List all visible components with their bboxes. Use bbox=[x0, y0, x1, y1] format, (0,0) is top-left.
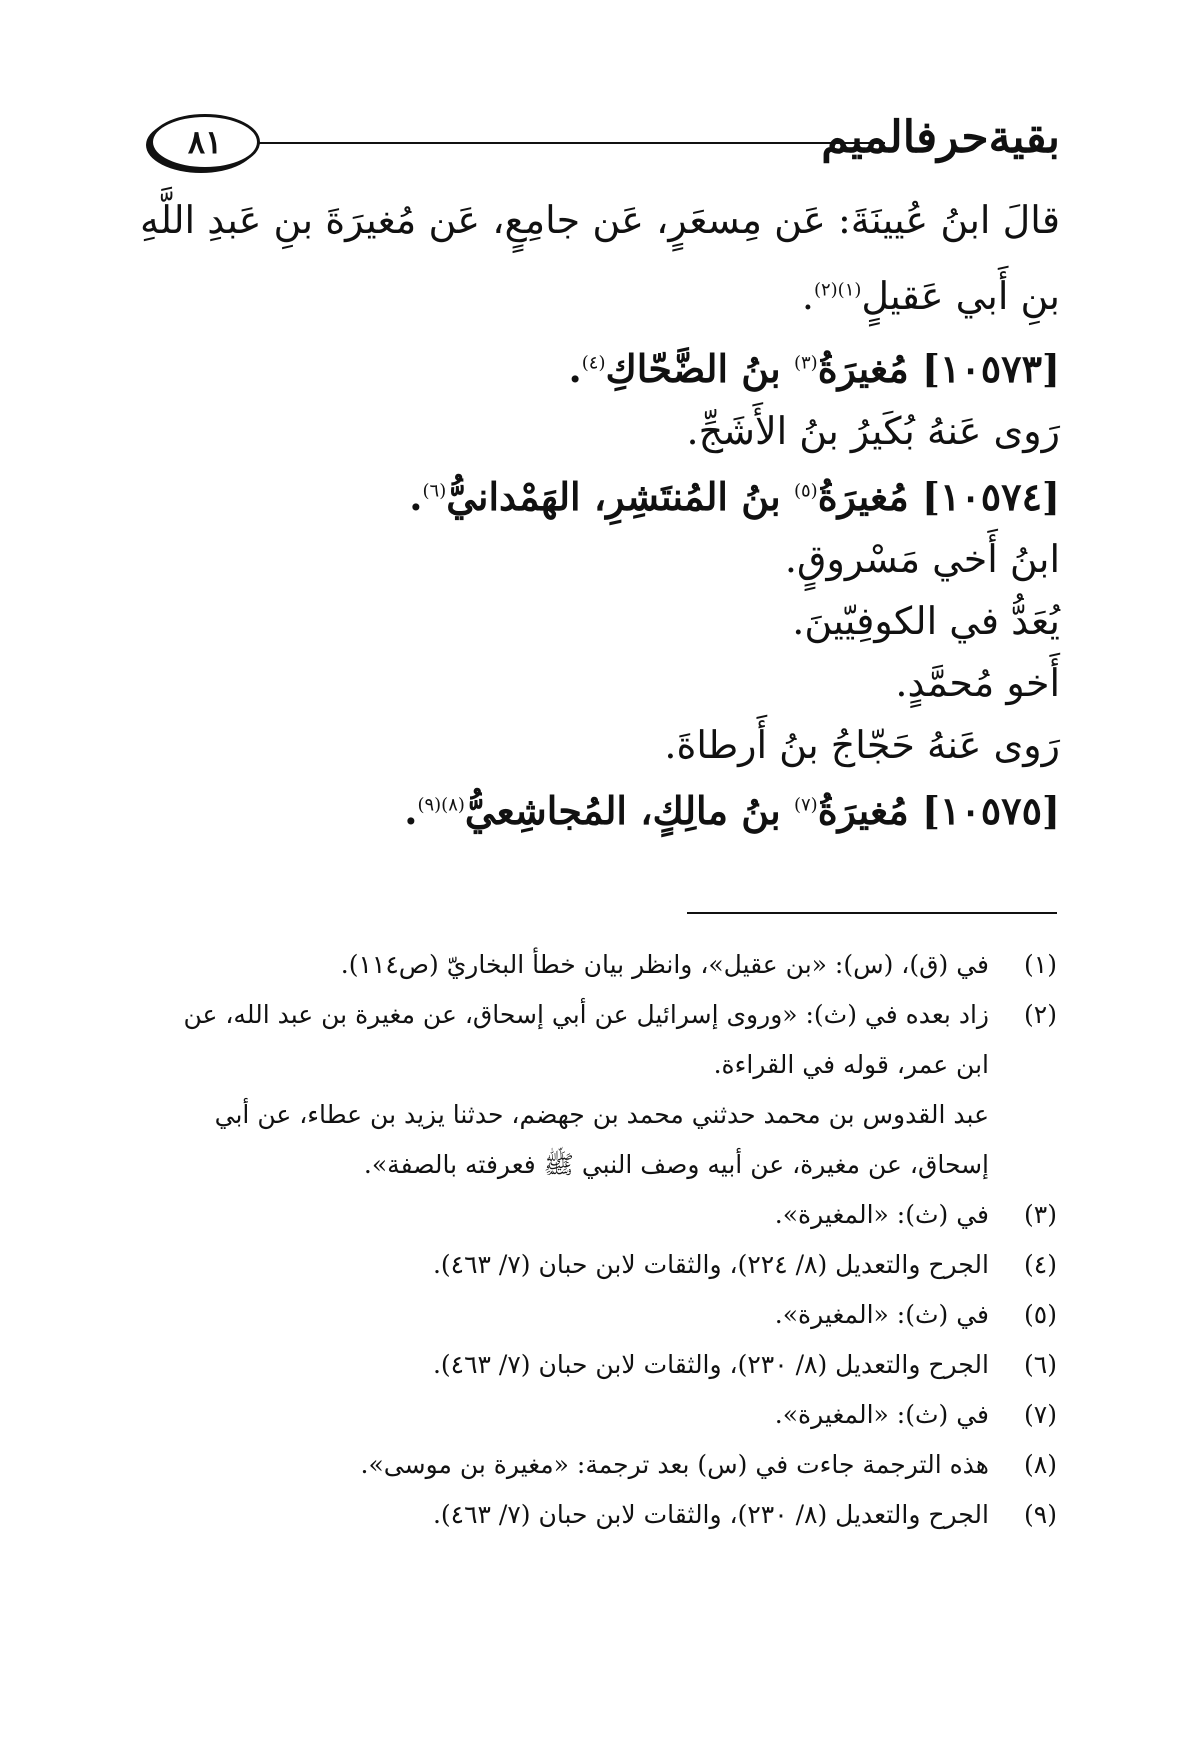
entry-name: مُغيرَةُ bbox=[817, 788, 909, 833]
footnote-number: (٦) bbox=[1024, 1350, 1057, 1379]
page-number-badge bbox=[150, 114, 260, 170]
footnote-separator bbox=[687, 912, 1057, 914]
header-rule bbox=[250, 142, 885, 144]
entry-line: أَخو مُحمَّدٍ. bbox=[895, 661, 1060, 705]
footnote-text: زاد بعده في (ث): «وروى إسرائيل عن أبي إسحاق، عن مغيرة بن عبد الله، عن ابن عمر، قوله في القراءة. bbox=[183, 1000, 989, 1079]
page-number: ٨١ bbox=[187, 123, 223, 161]
footnote bbox=[147, 1490, 1057, 1540]
main-text bbox=[140, 182, 1060, 842]
footnote-number: (٩) bbox=[1024, 1500, 1057, 1529]
entry-number: [١٠٥٧٤] bbox=[921, 474, 1060, 519]
footnote-number: (٤) bbox=[1024, 1250, 1057, 1279]
footnote-ref: (٤) bbox=[581, 352, 606, 374]
footnote bbox=[147, 990, 1057, 1190]
footnote-text: الجرح والتعديل (٨/ ٢٣٠)، والثقات لابن حبان (٧/ ٤٦٣). bbox=[432, 1500, 989, 1529]
footnote bbox=[147, 1240, 1057, 1290]
footnote-text: الجرح والتعديل (٨/ ٢٢٤)، والثقات لابن حبان (٧/ ٤٦٣). bbox=[432, 1250, 989, 1279]
footnote-text: في (ث): «المغيرة». bbox=[774, 1200, 989, 1229]
entry-name: مُغيرَةُ bbox=[817, 346, 909, 391]
footnote-ref: (٦) bbox=[422, 480, 447, 502]
footnote bbox=[147, 1440, 1057, 1490]
entry-name: مُغيرَةُ bbox=[817, 474, 909, 519]
entry-end: . bbox=[409, 474, 423, 519]
footnote-text: في (ث): «المغيرة». bbox=[774, 1300, 989, 1329]
entry-line: يُعَدُّ في الكوفِيّينَ. bbox=[792, 599, 1060, 643]
footnote-text: هذه الترجمة جاءت في (س) بعد ترجمة: «مغيرة بن موسى». bbox=[360, 1450, 989, 1479]
entry-heading bbox=[140, 338, 1060, 400]
footnotes bbox=[147, 940, 1057, 1540]
footnote-number: (٣) bbox=[1024, 1200, 1057, 1229]
footnote-ref: (١)(٢) bbox=[813, 279, 862, 301]
footnote-number: (٧) bbox=[1024, 1400, 1057, 1429]
intro-end: . bbox=[801, 274, 814, 318]
entry-end: . bbox=[568, 346, 582, 391]
footnote-number: (٢) bbox=[1024, 1000, 1057, 1029]
intro-paragraph bbox=[140, 182, 1060, 334]
page-header bbox=[150, 108, 1060, 178]
footnote-ref: (٨)(٩) bbox=[417, 794, 465, 816]
footnote-ref: (٥) bbox=[793, 480, 818, 502]
footnote-number: (٨) bbox=[1024, 1450, 1057, 1479]
entry-line: رَوى عَنهُ بُكَيرُ بنُ الأَشَجِّ. bbox=[686, 409, 1060, 453]
footnote-ref: (٧) bbox=[793, 794, 818, 816]
footnote bbox=[147, 1340, 1057, 1390]
entry-number: [١٠٥٧٣] bbox=[921, 346, 1060, 391]
footnote bbox=[147, 1190, 1057, 1240]
footnote bbox=[147, 1390, 1057, 1440]
entry-heading bbox=[140, 466, 1060, 528]
entry-rest: بنُ الضَّحّاكِ bbox=[605, 346, 781, 391]
entry-heading bbox=[140, 780, 1060, 842]
entry-line: ابنُ أَخي مَسْروقٍ. bbox=[784, 537, 1060, 581]
footnote-text: في (ث): «المغيرة». bbox=[774, 1400, 989, 1429]
entry-rest: بنُ المُنتَشِرِ، الهَمْدانيُّ bbox=[446, 474, 781, 519]
entry-number: [١٠٥٧٥] bbox=[921, 788, 1060, 833]
intro-text: قالَ ابنُ عُيينَةَ: عَن مِسعَرٍ، عَن جامِعٍ، عَن مُغيرَةَ بنِ عَبدِ اللَّهِ بنِ أَبي عَقيلٍ bbox=[140, 198, 1060, 318]
footnote-number: (١) bbox=[1024, 950, 1057, 979]
footnote-text: في (ق)، (س): «بن عقيل»، وانظر بيان خطأ البخاريّ (ص١١٤). bbox=[340, 950, 989, 979]
entry-rest: بنُ مالِكٍ، المُجاشِعيُّ bbox=[464, 788, 781, 833]
footnote-text: الجرح والتعديل (٨/ ٢٣٠)، والثقات لابن حبان (٧/ ٤٦٣). bbox=[432, 1350, 989, 1379]
entry-line: رَوى عَنهُ حَجّاجُ بنُ أَرطاةَ. bbox=[664, 723, 1060, 767]
footnote bbox=[147, 940, 1057, 990]
footnote bbox=[147, 1290, 1057, 1340]
footnote-number: (٥) bbox=[1024, 1300, 1057, 1329]
footnote-text: عبد القدوس بن محمد حدثني محمد بن جهضم، حدثنا يزيد بن عطاء، عن أبي إسحاق، عن مغيرة، عن أبيه وصف النبي ﷺ فعرفته بالصفة». bbox=[214, 1100, 989, 1179]
running-title: بقيةحرفالميم bbox=[821, 112, 1060, 163]
footnote-ref: (٣) bbox=[793, 352, 818, 374]
entry-end: . bbox=[404, 788, 418, 833]
